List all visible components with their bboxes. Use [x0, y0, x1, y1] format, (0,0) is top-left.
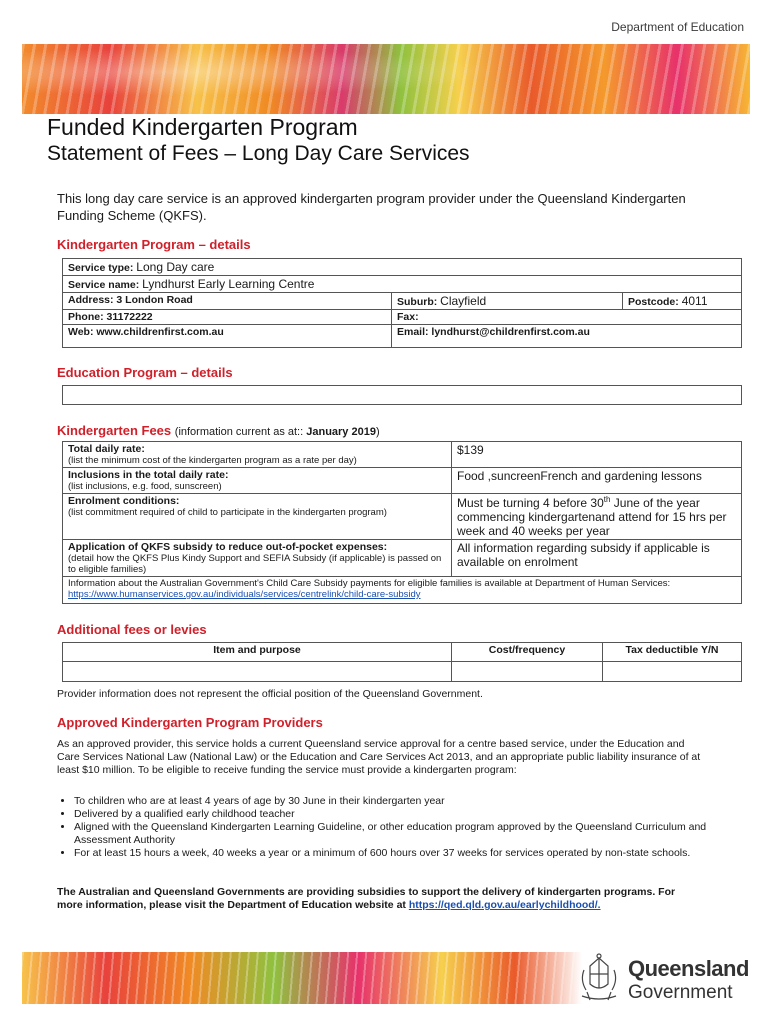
- service-name-label: Service name:: [68, 279, 140, 291]
- education-heading: Education Program – details: [57, 365, 233, 380]
- fee-value: All information regarding subsidy if applicable is available on enrolment: [452, 540, 742, 577]
- table-cell: [63, 662, 452, 682]
- fee-label: Enrolment conditions:: [68, 495, 180, 507]
- postcode-label: Postcode:: [628, 296, 679, 308]
- disclaimer: Provider information does not represent the official position of the Queensland Government.: [57, 688, 483, 700]
- column-header: Cost/frequency: [452, 643, 603, 662]
- service-name-value: Lyndhurst Early Learning Centre: [142, 277, 315, 291]
- child-care-subsidy-link[interactable]: https://www.humanservices.gov.au/individuals/services/centrelink/child-care-subsidy: [68, 589, 421, 600]
- fees-info-date: January 2019: [306, 426, 376, 438]
- additional-fees-table: [62, 642, 742, 682]
- fee-value: Food ,suncreenFrench and gardening lessons: [452, 468, 742, 494]
- logo-line-1: Queensland: [628, 956, 749, 981]
- column-header: Item and purpose: [63, 643, 452, 662]
- list-item: • Aligned with the Queensland Kindergarten Learning Guideline, or other education program approved by the Queensland Curriculum and Assessment Authority: [74, 821, 724, 847]
- fee-value: $139: [452, 442, 742, 468]
- page-title: Funded Kindergarten Program: [47, 114, 358, 140]
- details-table: [62, 258, 742, 348]
- fee-label: Application of QKFS subsidy to reduce out-of-pocket expenses:: [68, 541, 388, 553]
- list-item: • For at least 15 hours a week, 40 weeks a year or a minimum of 600 hours over 37 weeks for services operated by non-state schools.: [74, 847, 724, 860]
- table-cell: [603, 662, 742, 682]
- queensland-government-logo: [576, 950, 756, 1010]
- list-item: • To children who are at least 4 years of age by 30 June in their kindergarten year: [74, 795, 724, 808]
- fee-value: Must be turning 4 before 30th June of the year commencing kindergartenand attend for 15 hrs per week and 40 weeks per year: [452, 494, 742, 540]
- fees-info-prefix: (information current as at::: [174, 426, 307, 438]
- address: Address: 3 London Road: [63, 293, 392, 310]
- fees-table: [62, 441, 742, 604]
- fees-heading: Kindergarten Fees (information current as at:: January 2019): [57, 423, 380, 438]
- postcode-value: 4011: [681, 294, 708, 308]
- suburb-value: Clayfield: [440, 294, 487, 308]
- email: Email: lyndhurst@childrenfirst.com.au: [392, 325, 742, 348]
- fees-footer-text: Information about the Australian Government's Child Care Subsidy payments for eligible families is available at Department of Human Services:: [68, 578, 671, 589]
- fee-note: (detail how the QKFS Plus Kindy Support and SEFIA Subsidy (if applicable) is passed on to eligible families): [68, 553, 442, 575]
- column-header: Tax deductible Y/N: [603, 643, 742, 662]
- intro-text: This long day care service is an approved kindergarten program provider under the Queensland Kindergarten Funding Scheme (QKFS).: [57, 191, 686, 223]
- service-type-value: Long Day care: [136, 260, 215, 274]
- requirements-list: [57, 795, 724, 860]
- details-heading: Kindergarten Program – details: [57, 237, 251, 252]
- footer-banner: [22, 952, 582, 1004]
- department-name: Department of Education: [611, 20, 744, 34]
- service-type-label: Service type:: [68, 262, 134, 274]
- fee-note: (list the minimum cost of the kindergarten program as a rate per day): [68, 455, 357, 466]
- providers-heading: Approved Kindergarten Program Providers: [57, 715, 323, 730]
- early-childhood-link[interactable]: https://qed.qld.gov.au/earlychildhood/.: [408, 899, 601, 911]
- fee-note: (list commitment required of child to participate in the kindergarten program): [68, 507, 387, 518]
- web: Web: www.childrenfirst.com.au: [63, 325, 392, 348]
- fee-label: Inclusions in the total daily rate:: [68, 469, 229, 481]
- logo-line-2: Government: [628, 982, 733, 1003]
- providers-paragraph: As an approved provider, this service holds a current Queensland service approval for a centre based service, under the Education and Care Services National Law (National Law) or the Education and Care Services Act 2013, and an appropriate public liability insurance of at least $10 million. To be eligible to receive funding the service must provide a kindergarten program:: [57, 738, 701, 776]
- list-item: • Delivered by a qualified early childhood teacher: [74, 808, 724, 821]
- additional-heading: Additional fees or levies: [57, 622, 207, 637]
- page-subtitle: Statement of Fees – Long Day Care Services: [47, 142, 470, 165]
- fee-label: Total daily rate:: [68, 443, 145, 455]
- fee-note: (list inclusions, e.g. food, sunscreen): [68, 481, 222, 492]
- table-cell: [452, 662, 603, 682]
- closing-statement: The Australian and Queensland Governments are providing subsidies to support the delivery of kindergarten programs. For more information, please visit the Department of Education website at https://qed.qld.gov.au/earlychildhood/.: [57, 886, 676, 911]
- education-value: [63, 386, 742, 405]
- suburb-label: Suburb:: [397, 296, 438, 308]
- education-table: [62, 385, 742, 405]
- phone: Phone: 31172222: [63, 310, 392, 325]
- fax: Fax:: [392, 310, 742, 325]
- queensland-crest-icon: [576, 952, 622, 1006]
- header-banner: [22, 44, 750, 114]
